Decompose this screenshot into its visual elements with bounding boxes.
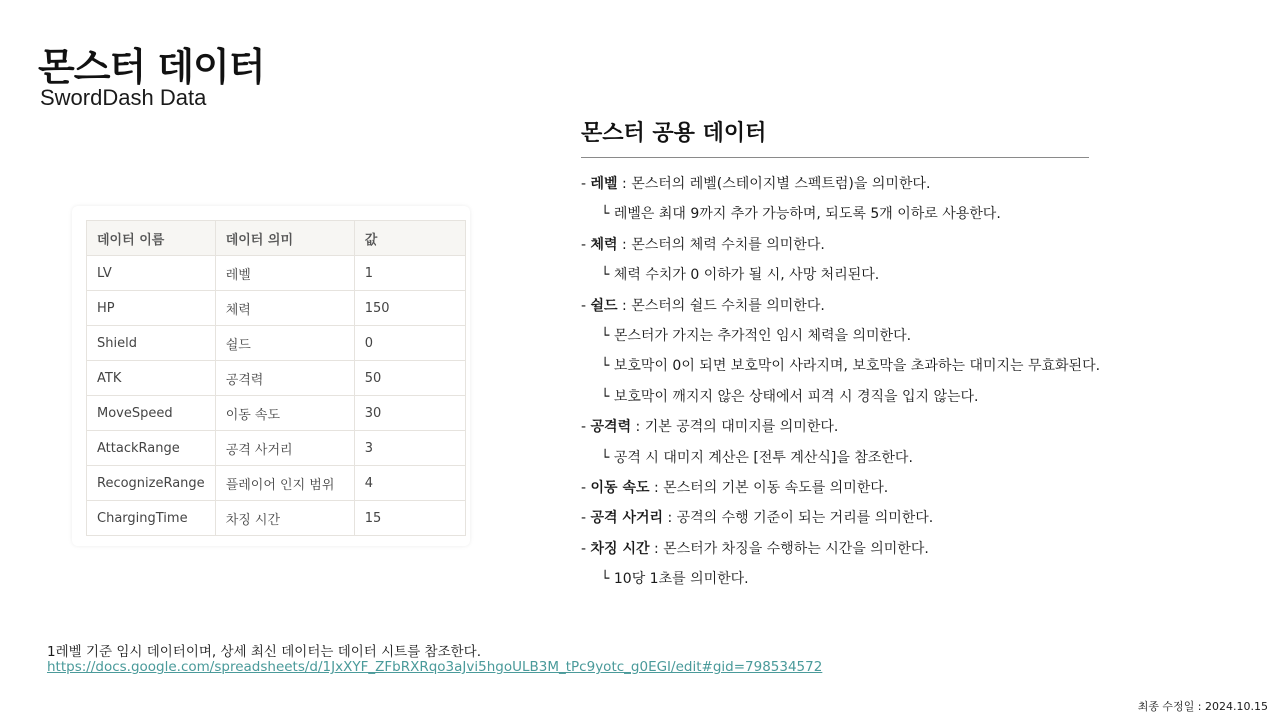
- description-term: 이동 속도: [590, 479, 650, 496]
- cell-meaning: 체력: [215, 291, 354, 326]
- description-term: 공격 사거리: [590, 510, 664, 527]
- cell-value: 3: [354, 431, 465, 466]
- table-row: [87, 501, 466, 536]
- table-row: [87, 361, 466, 396]
- cell-name: HP: [87, 291, 216, 326]
- page-subtitle: SwordDash Data: [40, 85, 207, 110]
- description-subitem: └ 체력 수치가 0 이하가 될 시, 사망 처리된다.: [601, 267, 880, 284]
- description-text: : 몬스터가 차징을 수행하는 시간을 의미한다.: [649, 540, 929, 557]
- cell-meaning: 공격력: [215, 361, 354, 396]
- description-item: - 레벨 : 몬스터의 레벨(스테이지별 스펙트럼)을 의미한다.: [581, 176, 931, 192]
- cell-meaning: 공격 사거리: [215, 431, 354, 466]
- data-sheet-link[interactable]: https://docs.google.com/spreadsheets/d/1JxXYF_ZFbRXRqo3aJvi5hgoULB3M_tPc9yotc_g0EGI/edit#gid=798534572: [47, 659, 823, 675]
- cell-name: Shield: [87, 326, 216, 361]
- table-row: [87, 466, 466, 501]
- column-header-name: 데이터 이름: [87, 221, 216, 256]
- description-item: - 쉴드 : 몬스터의 쉴드 수치를 의미한다.: [581, 297, 825, 314]
- cell-value: 50: [354, 361, 465, 396]
- description-text: : 몬스터의 레벨(스테이지별 스펙트럼)을 의미한다.: [617, 176, 931, 192]
- cell-name: LV: [87, 256, 216, 291]
- description-text: : 몬스터의 기본 이동 속도를 의미한다.: [649, 479, 889, 496]
- cell-name: ChargingTime: [87, 501, 216, 536]
- table-row: [87, 326, 466, 361]
- monster-data-table: [86, 220, 466, 536]
- footnote-text: 1레벨 기준 임시 데이터이며, 상세 최신 데이터는 데이터 시트를 참조한다.: [47, 644, 481, 660]
- description-item: - 차징 시간 : 몬스터가 차징을 수행하는 시간을 의미한다.: [581, 540, 929, 557]
- description-item: - 공격력 : 기본 공격의 대미지를 의미한다.: [581, 419, 839, 436]
- cell-name: ATK: [87, 361, 216, 396]
- description-term: 공격력: [590, 419, 632, 436]
- description-item: - 이동 속도 : 몬스터의 기본 이동 속도를 의미한다.: [581, 479, 889, 496]
- description-item: - 체력 : 몬스터의 체력 수치를 의미한다.: [581, 236, 825, 253]
- description-item: - 공격 사거리 : 공격의 수행 기준이 되는 거리를 의미한다.: [581, 510, 934, 527]
- cell-value: 30: [354, 396, 465, 431]
- description-subitem: └ 보호막이 0이 되면 보호막이 사라지며, 보호막을 초과하는 대미지는 무효화된다.: [601, 358, 1101, 375]
- cell-name: AttackRange: [87, 431, 216, 466]
- table-row: [87, 431, 466, 466]
- description-term: 차징 시간: [590, 540, 650, 557]
- cell-meaning: 차징 시간: [215, 501, 354, 536]
- description-term: 레벨: [590, 176, 618, 192]
- description-subitem: └ 몬스터가 가지는 추가적인 임시 체력을 의미한다.: [601, 327, 912, 344]
- description-text: : 공격의 수행 기준이 되는 거리를 의미한다.: [663, 510, 934, 527]
- cell-value: 150: [354, 291, 465, 326]
- description-text: : 몬스터의 체력 수치를 의미한다.: [617, 236, 825, 253]
- description-term: 체력: [590, 236, 618, 253]
- description-text: : 몬스터의 쉴드 수치를 의미한다.: [617, 297, 825, 314]
- column-header-value: 값: [354, 221, 465, 256]
- description-subitem: └ 공격 시 대미지 계산은 [전투 계산식]을 참조한다.: [601, 449, 913, 466]
- last-modified-date: 최종 수정일 : 2024.10.15: [1137, 700, 1268, 713]
- description-term: 쉴드: [590, 297, 618, 314]
- page-title: 몬스터 데이터: [38, 45, 265, 89]
- table-row: [87, 256, 466, 291]
- cell-value: 15: [354, 501, 465, 536]
- description-subitem: └ 10당 1초를 의미한다.: [601, 571, 749, 588]
- cell-meaning: 플레이어 인지 범위: [215, 466, 354, 501]
- cell-value: 4: [354, 466, 465, 501]
- column-header-meaning: 데이터 의미: [215, 221, 354, 256]
- section-title: 몬스터 공용 데이터: [581, 121, 767, 146]
- cell-meaning: 레벨: [215, 256, 354, 291]
- description-subitem: └ 레벨은 최대 9까지 추가 가능하며, 되도록 5개 이하로 사용한다.: [601, 206, 1001, 223]
- table-row: [87, 291, 466, 326]
- cell-meaning: 쉴드: [215, 326, 354, 361]
- description-list: [581, 169, 1181, 594]
- description-subitem: └ 보호막이 깨지지 않은 상태에서 피격 시 경직을 입지 않는다.: [601, 388, 979, 405]
- section-divider: [581, 157, 1089, 158]
- table-row: [87, 396, 466, 431]
- cell-name: MoveSpeed: [87, 396, 216, 431]
- cell-meaning: 이동 속도: [215, 396, 354, 431]
- cell-name: RecognizeRange: [87, 466, 216, 501]
- cell-value: 1: [354, 256, 465, 291]
- table-header-row: [87, 221, 466, 256]
- description-text: : 기본 공격의 대미지를 의미한다.: [631, 419, 839, 436]
- cell-value: 0: [354, 326, 465, 361]
